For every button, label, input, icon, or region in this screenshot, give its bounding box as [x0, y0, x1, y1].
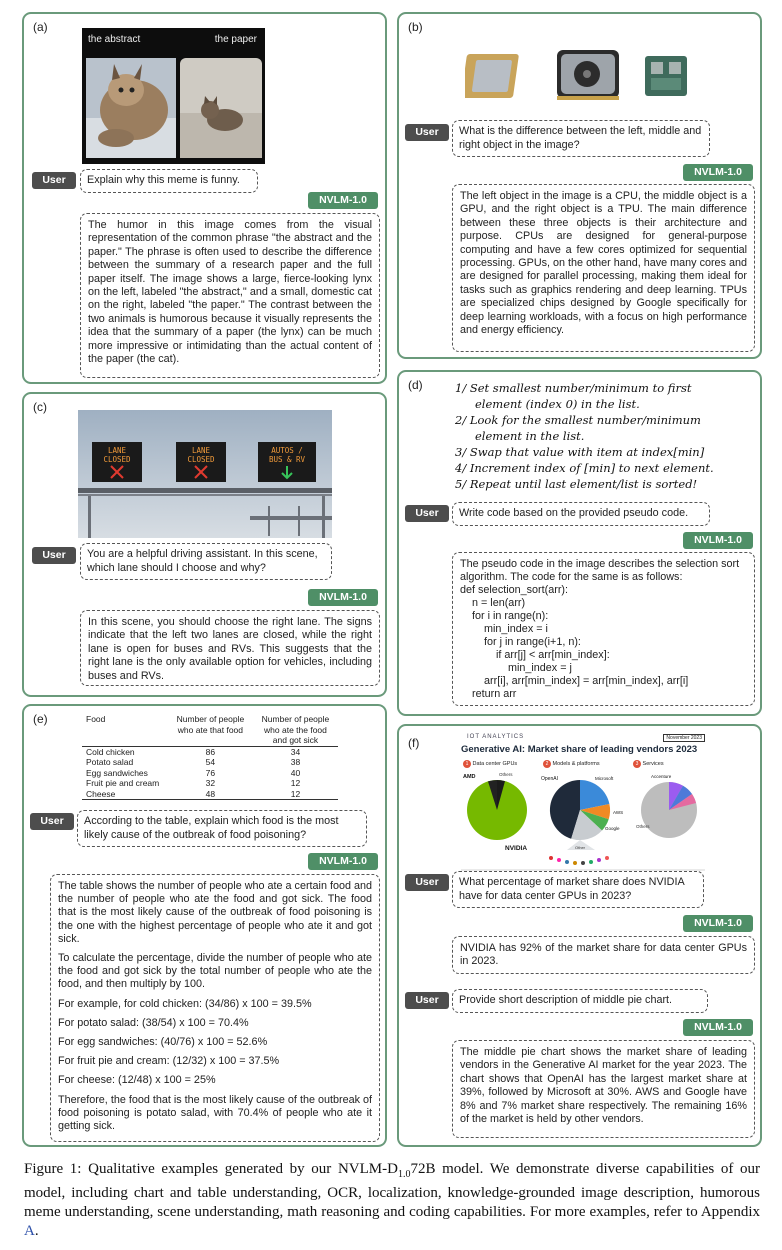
table-row	[82, 746, 338, 757]
table-row	[82, 768, 338, 779]
pie-label-services-others: Others	[636, 824, 650, 829]
model-tag: NVLM-1.0	[683, 915, 753, 932]
answer-paragraph: For potato salad: (38/54) x 100 = 70.4%	[58, 1016, 249, 1029]
cpu-chip	[465, 54, 519, 98]
panel-a	[22, 12, 387, 384]
sign-2-line-2: CLOSED	[187, 455, 215, 464]
section-number: 1	[463, 760, 471, 768]
answer-paragraph: For example, for cold chicken: (34/86) x 100 = 39.5%	[58, 997, 312, 1010]
pie-charts	[455, 770, 711, 872]
pie-label-other: Other	[575, 845, 586, 850]
panel-b	[397, 12, 762, 359]
code-line: if arr[j] < arr[min_index]:	[460, 649, 610, 661]
iot-brand: IOT ANALYTICS	[467, 734, 525, 740]
gpu-card	[557, 50, 619, 100]
appendix-link[interactable]: A	[24, 1223, 35, 1239]
meme-label-paper: the paper	[214, 34, 257, 45]
model-answer: The middle pie chart shows the market share of leading vendors in the Generative AI market for the year 2023. The chart shows that OpenAI has the largest market share at 39%, followed by Microsoft at 30%. AWS and Google have 8% and 7% market share respectively. The remaining 16% of the market is held by other vendors.	[452, 1040, 755, 1138]
code-line: def selection_sort(arr):	[460, 584, 569, 596]
table-cell: Cheese	[82, 789, 168, 800]
section-number: 2	[543, 760, 551, 768]
code-line: return arr	[460, 688, 517, 700]
model-tag: NVLM-1.0	[308, 589, 378, 606]
tpu-board	[645, 56, 687, 96]
cpu-gpu-tpu-image	[465, 40, 695, 110]
panel-f	[397, 724, 762, 1147]
infographic-title: Generative AI: Market share of leading vendors 2023	[461, 744, 698, 755]
model-tag: NVLM-1.0	[683, 164, 753, 181]
panel-label: (a)	[33, 20, 48, 34]
table-cell: 12	[253, 789, 338, 800]
model-tag: NVLM-1.0	[683, 1019, 753, 1036]
answer-paragraph: To calculate the percentage, divide the number of people who ate the food and got sick by the total number of people who ate the food, and then multiply by 100.	[58, 952, 372, 991]
panel-d	[397, 370, 762, 716]
panel-label: (b)	[408, 20, 423, 34]
table-cell: Cold chicken	[86, 746, 135, 757]
caption-text-after: model. We demonstrate diverse capabilities of our model, including chart and table understanding, OCR, localization, knowledge-grounded image description, humorous meme understanding, scene understanding, math reasoning and coding capabilities. For more examples, refer to Appendix	[24, 1161, 761, 1220]
panel-c	[22, 392, 387, 697]
table-cell: 12	[290, 778, 301, 788]
table-row	[82, 757, 338, 768]
model-answer: NVIDIA has 92% of the market share for data center GPUs in 2023.	[452, 936, 755, 974]
model-name: NVLM-D	[337, 1161, 398, 1177]
table-header: Number of people who ate the food and got sick	[253, 714, 338, 746]
table-cell: Egg sandwiches	[86, 767, 148, 778]
table-cell: Potato salad	[86, 757, 134, 767]
answer-paragraph: For egg sandwiches: (40/76) x 100 = 52.6%	[58, 1036, 268, 1049]
table-header-row	[82, 714, 338, 746]
sign-1-line-1: LANE	[107, 446, 127, 455]
model-answer	[50, 874, 380, 1142]
user-tag: User	[32, 172, 76, 189]
sign-3-line-1: AUTOS /	[271, 446, 303, 455]
answer-paragraph: For fruit pie and cream: (12/32) x 100 = 37.5%	[58, 1055, 280, 1068]
table-row	[82, 778, 338, 789]
table-header: Food	[82, 714, 168, 746]
user-tag: User	[405, 992, 449, 1009]
model-tag: NVLM-1.0	[308, 853, 378, 870]
user-tag: User	[405, 874, 449, 891]
section-number: 3	[633, 760, 641, 768]
code-line: arr[i], arr[min_index] = arr[min_index], arr[i]	[460, 675, 689, 687]
model-subscript: 1.0	[397, 1169, 411, 1180]
sign-3-line-2: BUS & RV	[268, 455, 306, 464]
model-answer: The humor in this image comes from the visual representation of the common phrase "the abstract and the paper." The phrase is often used to describe the difference between the summary of a research paper and the full paper itself. The image shows a large, fierce-looking lynx on the left, labeled "the abstract," and a small, domestic cat on the right, labeled "the paper." The contrast between the two animals is humorous because it visually represents the idea that the summary of a paper (the lynx) can be much more impressive or intimidating than the actual content of the paper (the cat).	[80, 213, 380, 378]
section-heading-2	[543, 760, 600, 768]
table-cell: 48	[168, 789, 253, 800]
table-cell: 86	[205, 746, 216, 757]
table-cell: 32	[205, 778, 216, 788]
table-cell: 76	[205, 767, 216, 778]
answer-paragraph: For cheese: (12/48) x 100 = 25%	[58, 1074, 216, 1087]
lynx-photo	[86, 58, 176, 158]
table-cell: 38	[290, 757, 301, 767]
pie-label-microsoft: Microsoft	[595, 776, 614, 781]
table-cell: 54	[205, 757, 216, 767]
answer-intro: The pseudo code in the image describes the selection sort algorithm. The code for the same is as follows:	[460, 558, 740, 583]
sign-2-line-1: LANE	[191, 446, 211, 455]
pie-label-amd: AMD	[463, 774, 476, 780]
food-table	[82, 714, 338, 800]
pie-label-openai: OpenAI	[541, 776, 558, 782]
handwriting-line: 2/ Look for the smallest number/minimum	[455, 413, 701, 427]
section-title: Services	[642, 761, 664, 767]
panel-label: (f)	[408, 736, 420, 750]
table-header: Number of people who ate that food	[168, 714, 253, 746]
user-question: Provide short description of middle pie chart.	[452, 989, 708, 1013]
user-question: According to the table, explain which food is the most likely cause of the outbreak of food poisoning?	[77, 810, 367, 847]
section-title: Data center GPUs	[472, 761, 518, 767]
user-question: You are a helpful driving assistant. In this scene, which lane should I choose and why?	[80, 543, 332, 580]
code-line: for i in range(n):	[460, 610, 549, 622]
meme-image	[82, 28, 265, 164]
model-answer	[452, 552, 755, 706]
user-tag: User	[32, 547, 76, 564]
model-answer: The left object in the image is a CPU, the middle object is a GPU, and the right object is a TPU. The main difference between these three objects is their architecture and purpose. CPUs are designed for general-purpose computing and have a few cores optimized for sequential processing. GPUs, on the other hand, have many cores and are designed for parallel processing, making them ideal for tasks such as graphics rendering and deep learning. TPUs are specialized chips designed by Google specifically for deep learning workloads, with a focus on high performance and energy efficiency.	[452, 184, 755, 352]
caption-text-before: Qualitative examples generated by our	[88, 1161, 332, 1177]
table-cell: 40	[290, 767, 301, 778]
model-size: 72B	[410, 1161, 436, 1177]
cat-photo	[180, 58, 262, 158]
caption-end: .	[34, 1223, 39, 1239]
section-title: Models & platforms	[552, 761, 600, 767]
handwriting-line: element (index 0) in the list.	[475, 397, 640, 411]
user-question: What is the difference between the left, middle and right object in the image?	[452, 120, 710, 157]
pie-label-google: Google	[605, 826, 620, 831]
handwriting-line: 5/ Repeat until last element/list is sorted!	[455, 477, 698, 491]
user-tag: User	[405, 124, 449, 141]
code-line: min_index = i	[460, 623, 548, 635]
date-badge: November 2023	[663, 734, 705, 742]
model-answer: In this scene, you should choose the right lane. The signs indicate that the left two lanes are closed, while the right lane is open for buses and RVs. This suggests that the right lane is the only available option for vehicles, including buses and RVs.	[80, 610, 380, 686]
answer-paragraph: The table shows the number of people who ate a certain food and the number of people who ate the food and got sick. The food that is the most likely cause of the outbreak of food poisoning is the one with the highest percentage of people who ate it and got sick.	[58, 880, 372, 945]
handwriting-line: element in the list.	[475, 429, 585, 443]
pie-label-others: Others	[499, 772, 513, 777]
user-tag: User	[405, 505, 449, 522]
other-vendors-logos	[549, 856, 609, 865]
model-tag: NVLM-1.0	[308, 192, 378, 209]
section-heading-1	[463, 760, 517, 768]
meme-label-abstract: the abstract	[88, 34, 141, 45]
handwritten-pseudocode	[455, 380, 714, 502]
user-question: Write code based on the provided pseudo code.	[452, 502, 710, 526]
section-heading-3	[633, 760, 664, 768]
code-line: for j in range(i+1, n):	[460, 636, 581, 648]
market-share-infographic	[455, 732, 711, 872]
table-cell: 34	[290, 746, 301, 757]
user-question: What percentage of market share does NVIDIA have for data center GPUs in 2023?	[452, 871, 704, 908]
handwriting-line: 3/ Swap that value with item at index[min]	[455, 445, 705, 459]
panel-e	[22, 704, 387, 1147]
table-cell: Fruit pie and cream	[86, 778, 160, 788]
caption-model-name	[337, 1161, 436, 1180]
user-tag: User	[30, 813, 74, 830]
handwriting-line: 1/ Set smallest number/minimum to first	[455, 381, 692, 395]
caption-prefix: Figure 1:	[24, 1161, 82, 1177]
code-line: n = len(arr)	[460, 597, 526, 609]
table-row	[82, 789, 338, 800]
highway-signs-photo	[78, 410, 332, 538]
panel-label: (c)	[33, 400, 47, 414]
figure-caption	[24, 1160, 760, 1241]
pie-label-accenture: Accenture	[651, 774, 672, 779]
model-tag: NVLM-1.0	[683, 532, 753, 549]
panel-label: (d)	[408, 378, 423, 392]
answer-paragraph: Therefore, the food that is the most likely cause of the outbreak of food poisoning is potato salad, with 70.4% of people who ate it getting sick.	[58, 1093, 372, 1133]
pie-label-nvidia: NVIDIA	[505, 845, 528, 852]
sign-1-line-2: CLOSED	[103, 455, 131, 464]
panel-label: (e)	[33, 712, 48, 726]
pie-label-aws: AWS	[613, 810, 624, 815]
handwriting-line: 4/ Increment index of [min] to next element.	[455, 461, 714, 475]
user-question: Explain why this meme is funny.	[80, 169, 258, 193]
code-line: min_index = j	[460, 662, 572, 674]
